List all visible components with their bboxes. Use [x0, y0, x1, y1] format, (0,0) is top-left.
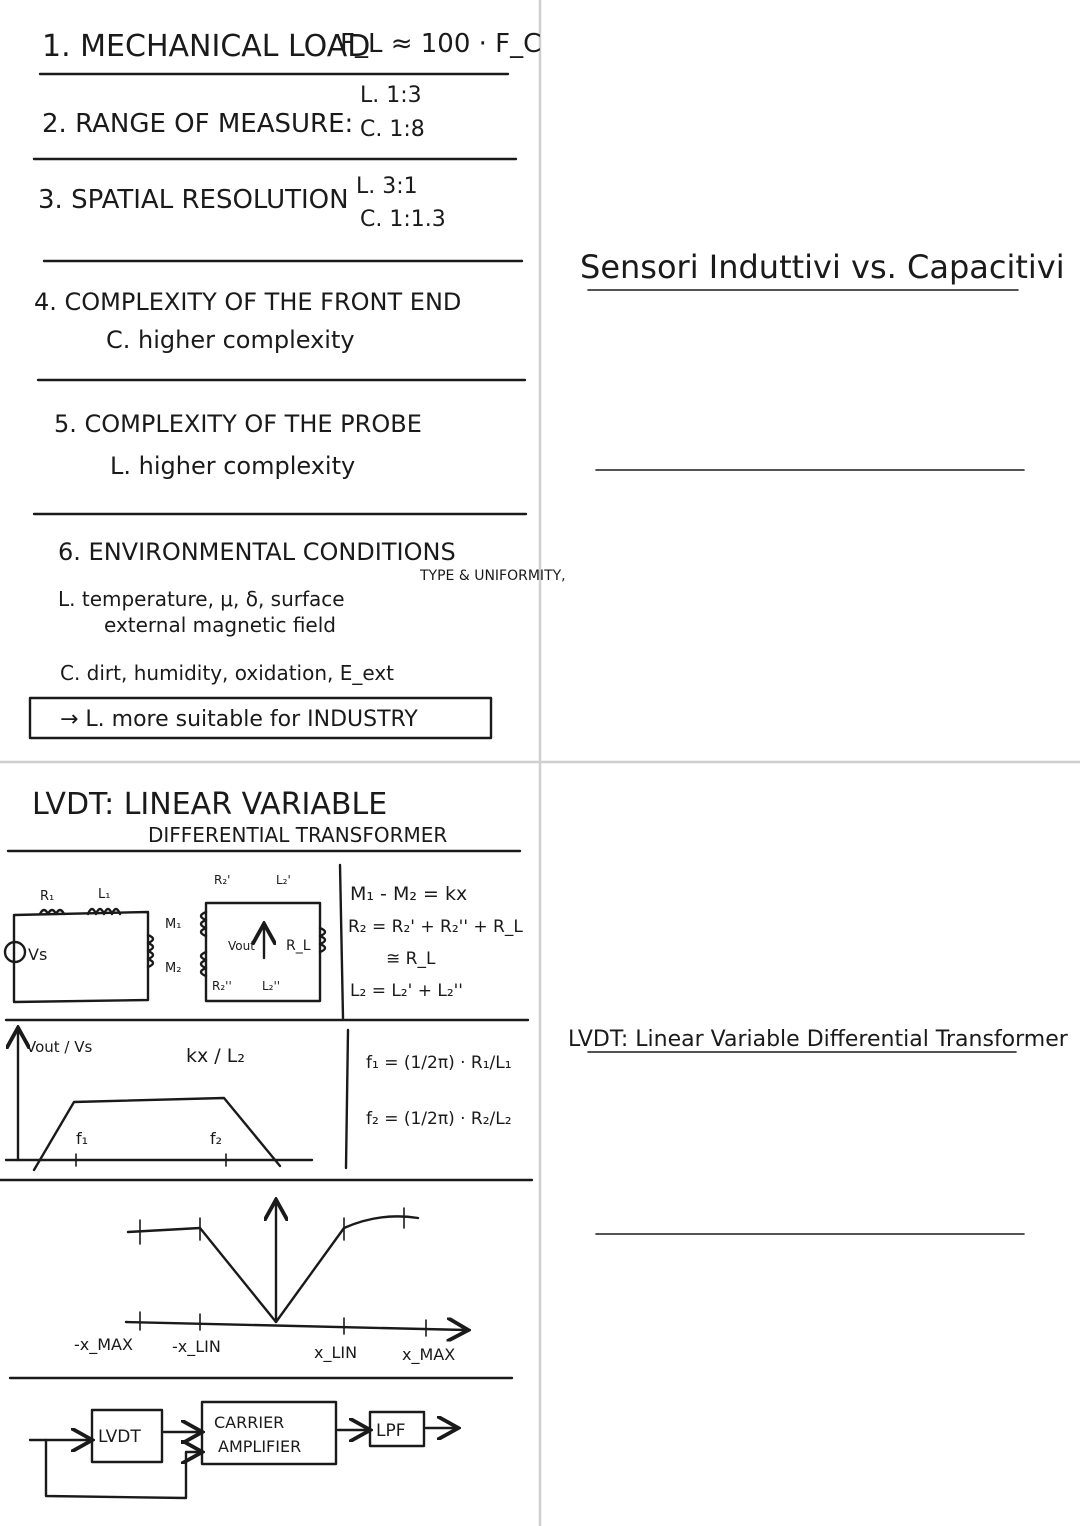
response-curve [128, 1216, 418, 1322]
item-3-line-l: L. 3:1 [356, 174, 418, 199]
card-title: Sensori Induttivi vs. Capacitivi [580, 248, 1065, 286]
item-6-note: TYPE & UNIFORMITY, [420, 568, 566, 584]
conclusion-text: → L. more suitable for INDUSTRY [60, 707, 418, 732]
l2b-label: L₂'' [262, 979, 281, 993]
item-3-line-c: C. 1:1.3 [360, 207, 446, 232]
column-divider [340, 865, 343, 1018]
eq-3: ≅ R_L [386, 949, 436, 969]
amplifier-label: AMPLIFIER [218, 1437, 302, 1456]
reference-path [46, 1440, 200, 1498]
item-6-line-l2: external magnetic field [104, 613, 336, 637]
label-neg-xmax: -x_MAX [74, 1335, 133, 1354]
card-title-lvdt [568, 1027, 1069, 1234]
card-lvdt-notes [0, 787, 532, 1498]
item-4-line: C. higher complexity [106, 326, 355, 354]
card-title: LVDT: Linear Variable Differential Transformer [568, 1027, 1068, 1052]
label-xmax: x_MAX [402, 1345, 456, 1364]
carrier-label: CARRIER [214, 1413, 285, 1432]
bode-ylabel: Vout / Vs [26, 1038, 93, 1056]
card-inductive-vs-capacitive-notes [30, 29, 566, 738]
item-5-line: L. higher complexity [110, 452, 356, 480]
label-xlin: x_LIN [314, 1343, 358, 1362]
eq-4: L₂ = L₂' + L₂'' [350, 981, 463, 1001]
eq-2: R₂ = R₂' + R₂'' + R_L [348, 917, 523, 937]
item-2-line-c: C. 1:8 [360, 117, 425, 142]
m2-label: M₂ [165, 961, 182, 976]
item-2-line-l: L. 1:3 [360, 83, 422, 108]
lvdt-block-label: LVDT [98, 1427, 141, 1447]
vout-label: Vout [228, 939, 255, 953]
column-divider [346, 1030, 348, 1168]
r1-label: R₁ [40, 889, 55, 904]
item-6-line-c: C. dirt, humidity, oxidation, E_ext [60, 661, 395, 685]
vs-label: Vs [28, 945, 48, 964]
r2a-label: R₂' [214, 873, 231, 887]
lvdt-response-sketch [74, 1202, 466, 1365]
lvdt-circuit [5, 873, 325, 1002]
card-title-sensori [580, 248, 1065, 470]
item-1-title: 1. MECHANICAL LOAD [42, 29, 371, 64]
bode-f2: f₂ [210, 1129, 223, 1148]
response-x-axis [126, 1322, 466, 1330]
item-6-line-l: L. temperature, μ, δ, surface [58, 587, 345, 611]
bode-plot [6, 1030, 312, 1170]
m1-label: M₁ [165, 917, 182, 932]
item-5-title: 5. COMPLEXITY OF THE PROBE [54, 410, 422, 438]
cutoff-f2: f₂ = (1/2π) · R₂/L₂ [366, 1109, 512, 1129]
eq-1: M₁ - M₂ = kx [350, 883, 468, 905]
cutoff-f1: f₁ = (1/2π) · R₁/L₁ [366, 1053, 512, 1073]
rl-label: R_L [286, 938, 311, 954]
item-6-title: 6. ENVIRONMENTAL CONDITIONS [58, 538, 456, 566]
bode-f1: f₁ [76, 1129, 89, 1148]
item-1-value: F_L ≈ 100 · F_C [340, 29, 542, 59]
item-4-title: 4. COMPLEXITY OF THE FRONT END [34, 288, 462, 316]
lvdt-title-1: LVDT: LINEAR VARIABLE [32, 787, 388, 822]
lpf-label: LPF [376, 1421, 406, 1441]
bode-gain: kx / L₂ [186, 1045, 245, 1067]
signal-chain-diagram [30, 1402, 456, 1498]
item-3-title: 3. SPATIAL RESOLUTION [38, 185, 349, 215]
r2b-label: R₂'' [212, 979, 232, 993]
lvdt-title-2: DIFFERENTIAL TRANSFORMER [148, 823, 448, 847]
label-neg-xlin: -x_LIN [172, 1337, 221, 1356]
item-2-title: 2. RANGE OF MEASURE: [42, 109, 354, 139]
l2a-label: L₂' [276, 873, 291, 887]
l1-label: L₁ [98, 887, 111, 902]
